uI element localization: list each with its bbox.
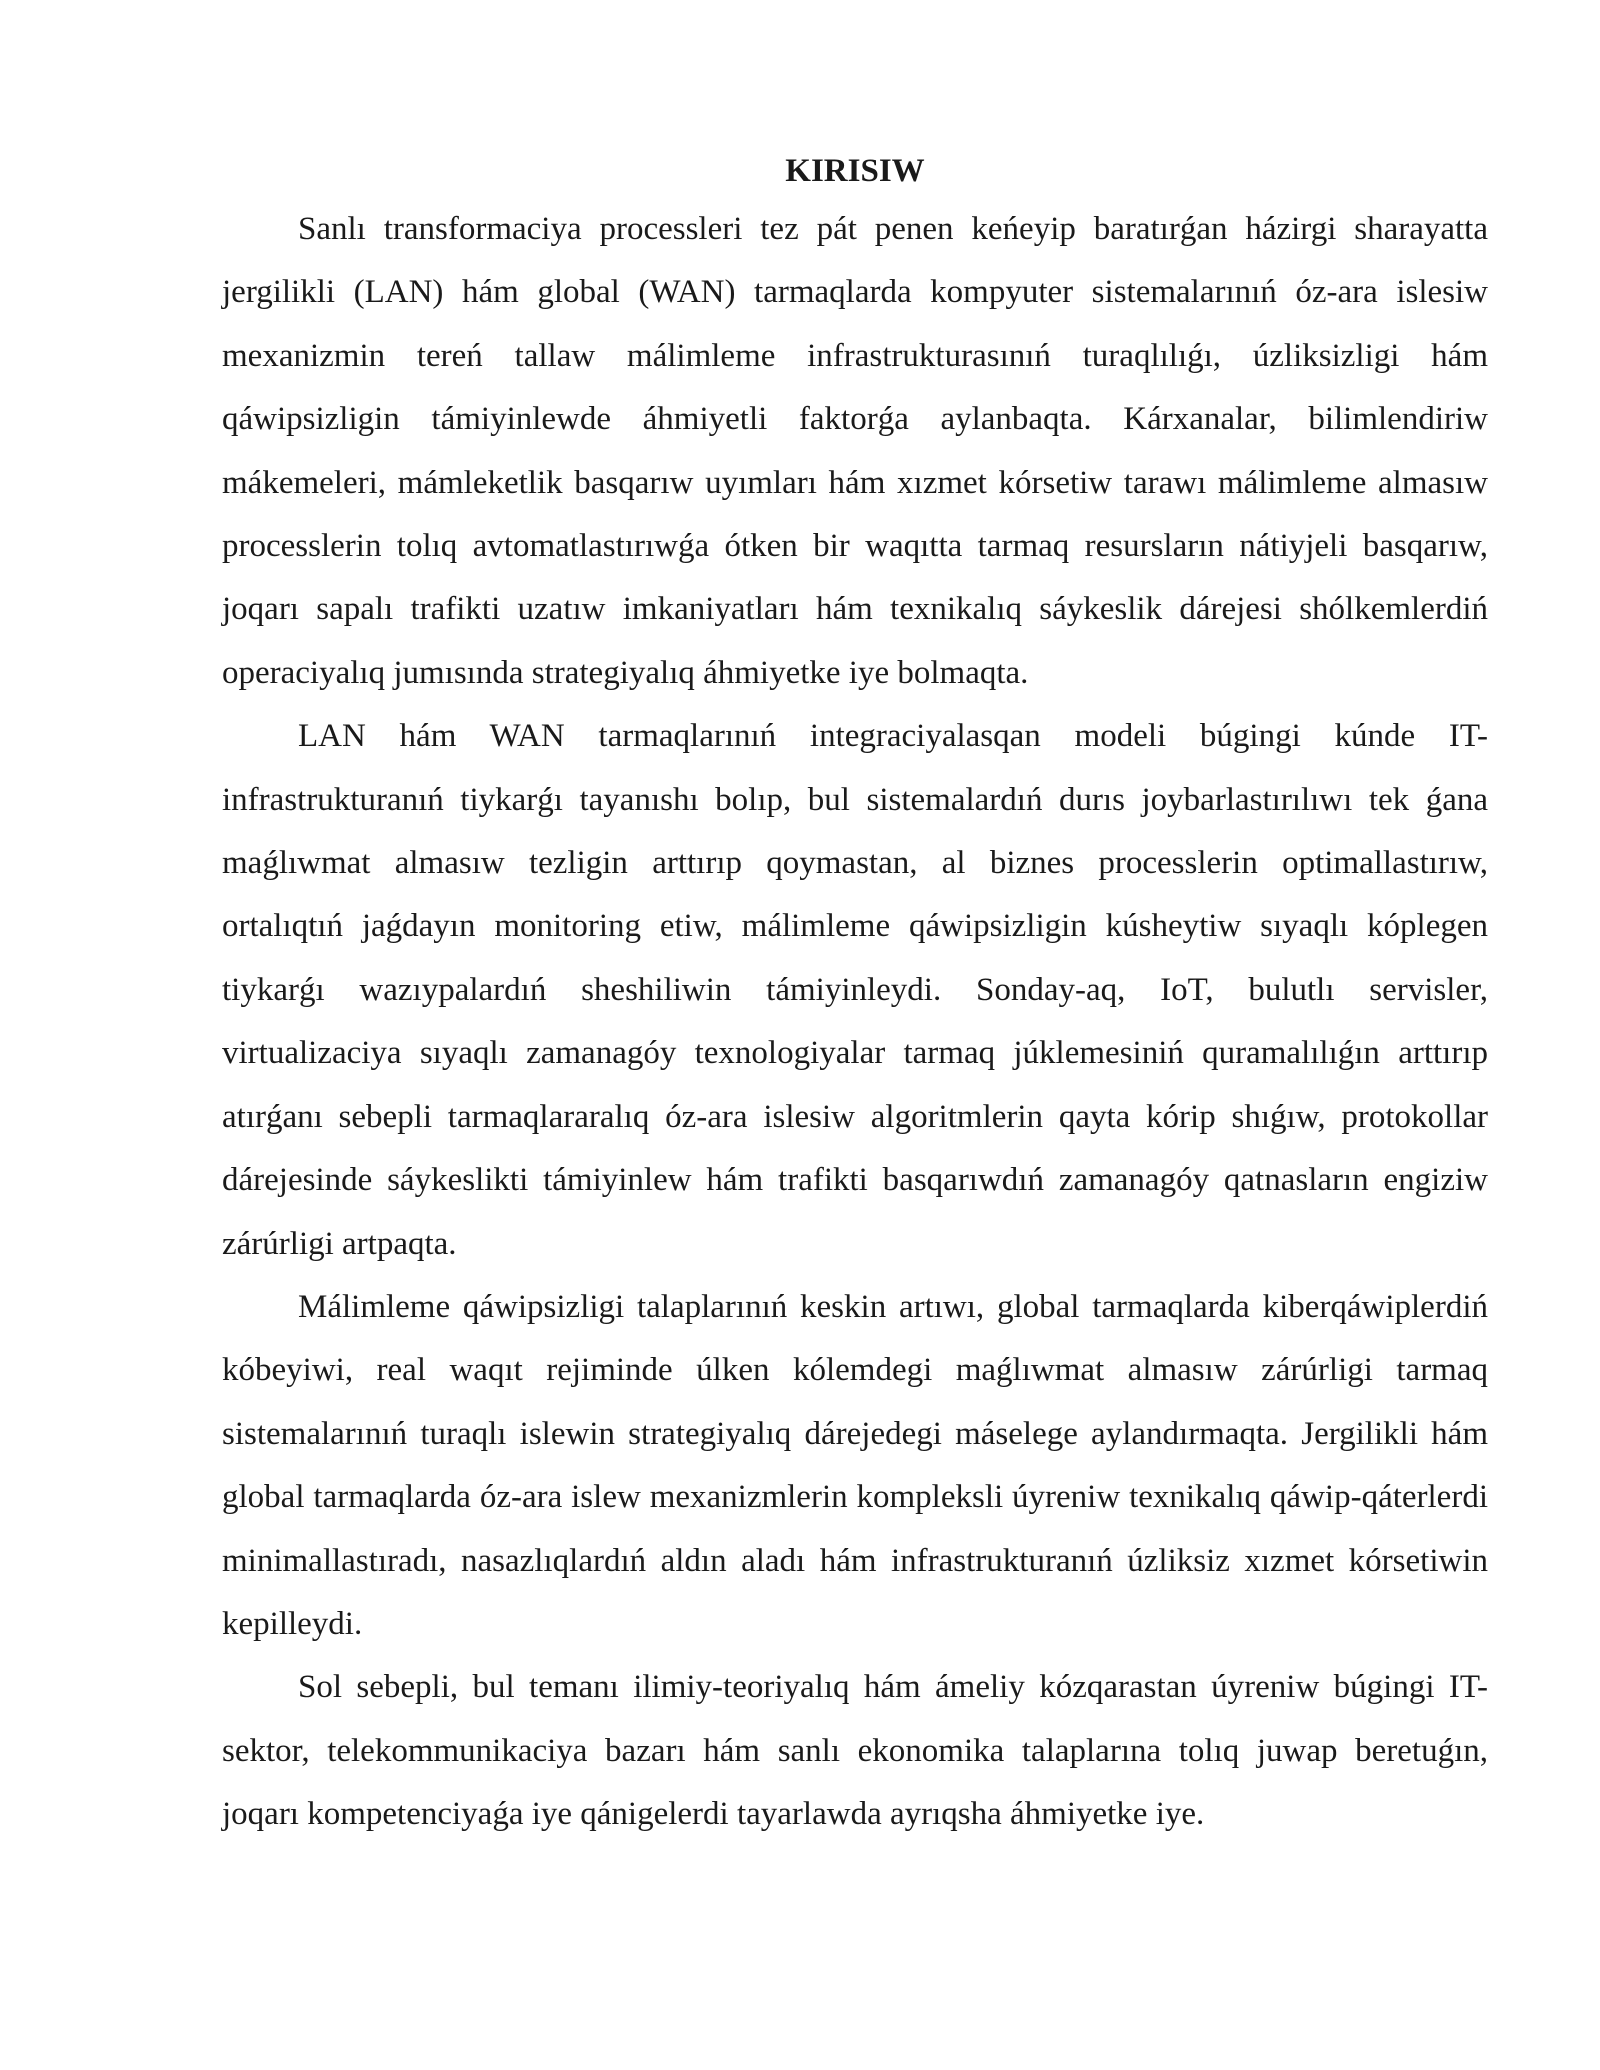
paragraph-1: Sanlı transformaciya processleri tez pát penen keńeyip baratırǵan házirgi sharayatta jergilikli (LAN) hám global (WAN) tarmaqlarda kompyuter sistemalarınıń óz-ara islesiw mexanizmin tereń tallaw málimleme infrastrukturasınıń turaqlılıǵı, úzliksizligi hám qáwipsizligin támiyinlewde áhmiyetli faktorǵa aylanbaqta. Kárxanalar, bilimlendiriw mákemeleri, mámleketlik basqarıw uyımları hám xızmet kórsetiw tarawı málimleme almasıw processlerin tolıq avtomatlastırıwǵa ótken bir waqıtta tarmaq resursların nátiyjeli basqarıw, joqarı sapalı trafikti uzatıw imkaniyatları hám texnikalıq sáykeslik dárejesi shólkemlerdiń operaciyalıq jumısında strategiyalıq áhmiyetke iye bolmaqta.	[222, 211, 1488, 691]
paragraph-4: Sol sebepli, bul temanı ilimiy-teoriyalıq hám ámeliy kózqarastan úyreniw búgingi IT-sektor, telekommunikaciya bazarı hám sanlı ekonomika talaplarına tolıq juwap beretuǵın, joqarı kompetenciyaǵa iye qánigelerdi tayarlawda ayrıqsha áhmiyetke iye.	[222, 1669, 1488, 1833]
title-wrap	[222, 146, 1488, 196]
paragraph-2: LAN hám WAN tarmaqlarınıń integraciyalasqan modeli búgingi kúnde IT-infrastrukturanıń tiykarǵı tayanıshı bolıp, bul sistemalardıń durıs joybarlastırılıwı tek ǵana maǵlıwmat almasıw tezligin arttırıp qoymastan, al biznes processlerin optimallastırıw, ortalıqtıń jaǵdayın monitoring etiw, málimleme qáwipsizligin kúsheytiw sıyaqlı kóplegen tiykarǵı wazıypalardıń sheshiliwin támiyinleydi. Sonday-aq, IoT, bulutlı servisler, virtualizaciya sıyaqlı zamanagóy texnologiyalar tarmaq júklemesiniń quramalılıǵın arttırıp atırǵanı sebepli tarmaqlararalıq óz-ara islesiw algoritmlerin qayta kórip shıǵıw, protokollar dárejesinde sáykeslikti támiyinlew hám trafikti basqarıwdıń zamanagóy qatnasların engiziw zárúrligi artpaqta.	[222, 718, 1488, 1262]
document-body	[222, 146, 1488, 1847]
document-title: KIRISIW	[785, 153, 925, 189]
paragraph-3: Málimleme qáwipsizligi talaplarınıń keskin artıwı, global tarmaqlarda kiberqáwiplerdiń kóbeyiwi, real waqıt rejiminde úlken kólemdegi maǵlıwmat almasıw zárúrligi tarmaq sistemalarınıń turaqlı islewin strategiyalıq dárejedegi máselege aylandırmaqta. Jergilikli hám global tarmaqlarda óz-ara islew mexanizmlerin kompleksli úyreniw texnikalıq qáwip-qáterlerdi minimallastıradı, nasazlıqlardıń aldın aladı hám infrastrukturanıń úzliksiz xızmet kórsetiwin kepilleydi.	[222, 1288, 1488, 1642]
